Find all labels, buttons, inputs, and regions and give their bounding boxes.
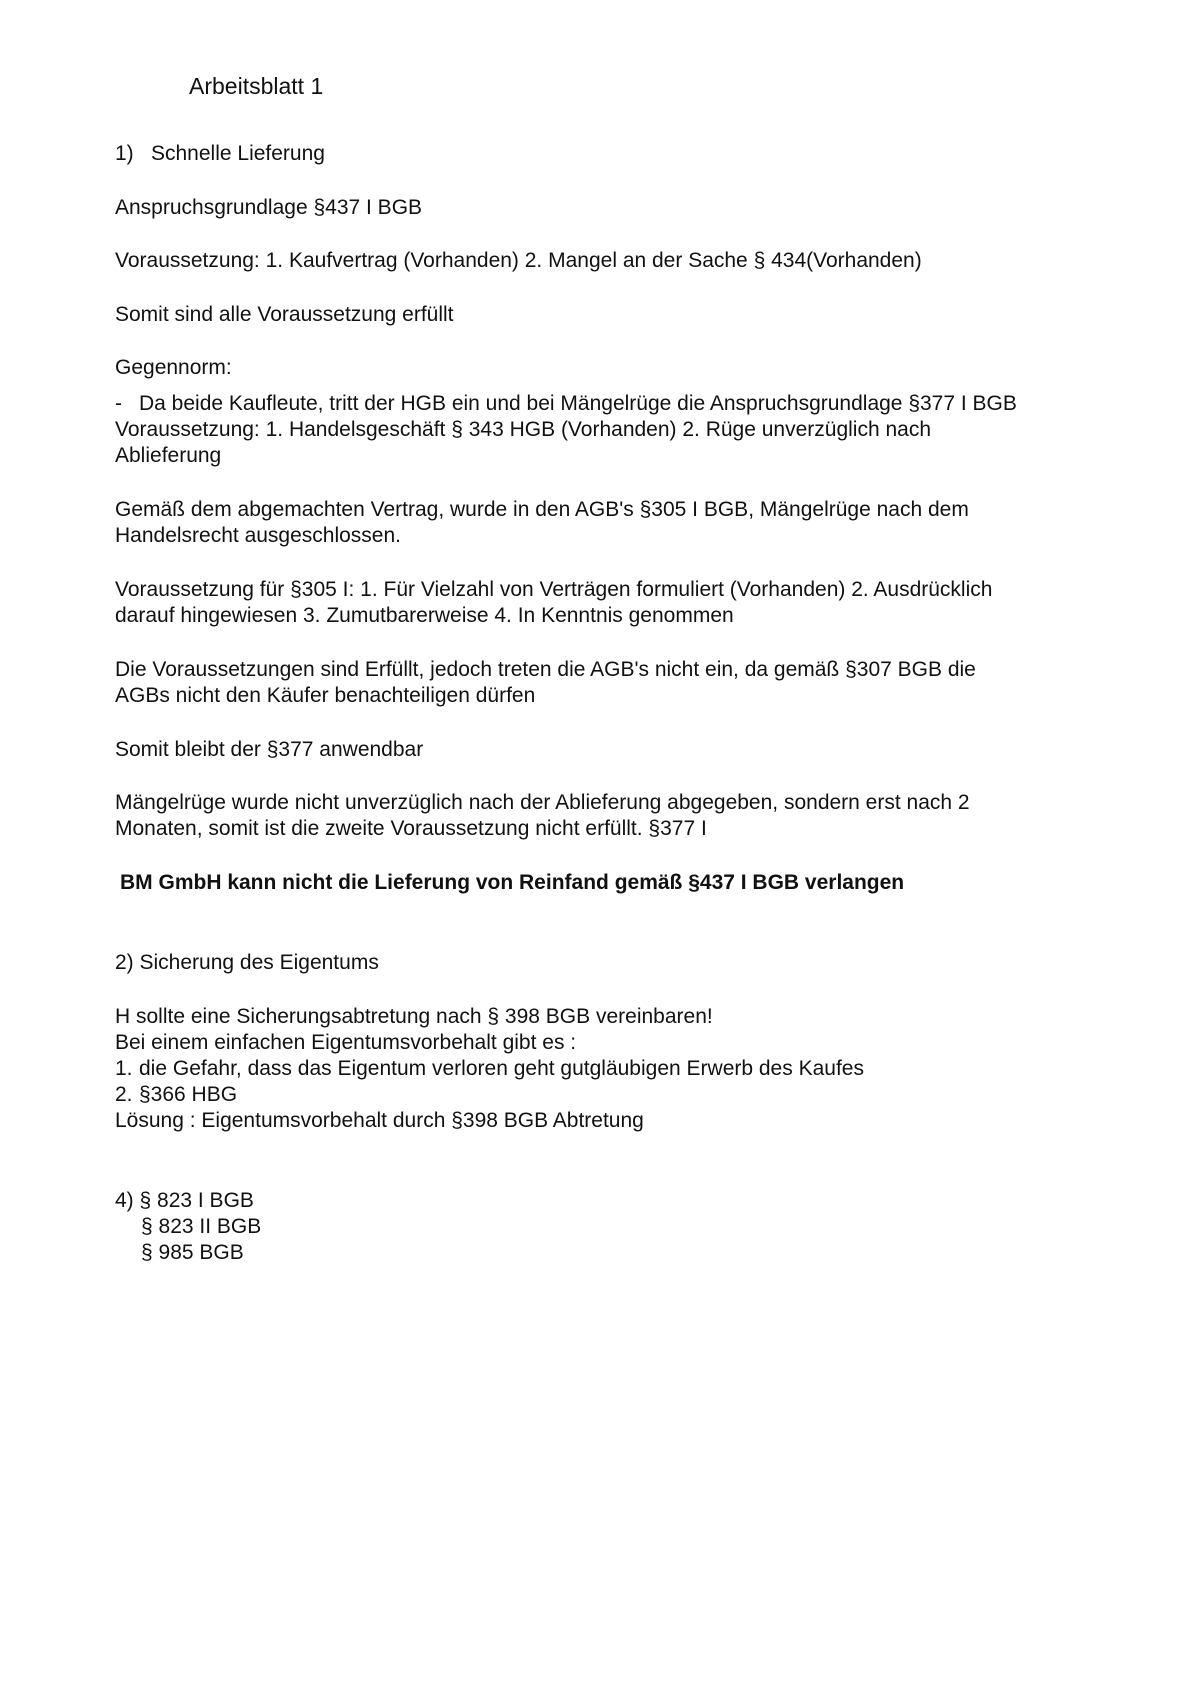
agb307-paragraph-line1: Die Voraussetzungen sind Erfüllt, jedoch treten die AGB's nicht ein, da gemäß §307 BGB die — [115, 658, 976, 681]
section1-number: 1) — [115, 142, 134, 165]
section4-line3: § 985 BGB — [141, 1241, 244, 1264]
bullet-text-line3: Ablieferung — [115, 444, 222, 467]
agb-paragraph-line2: Handelsrecht ausgeschlossen. — [115, 524, 402, 547]
section2-line1: H sollte eine Sicherungsabtretung nach § 398 BGB vereinbaren! — [115, 1005, 713, 1028]
gegennorm-label: Gegennorm: — [115, 356, 232, 379]
voraussetzung-line: Voraussetzung: 1. Kaufvertrag (Vorhanden) 2. Mangel an der Sache § 434(Vorhanden) — [115, 249, 922, 272]
agb307-paragraph-line2: AGBs nicht den Käufer benachteiligen dürfen — [115, 684, 536, 707]
section1-conclusion: BM GmbH kann nicht die Lieferung von Reinfand gemäß §437 I BGB verlangen — [120, 871, 905, 894]
list-item-1-number: 1. — [115, 1057, 133, 1080]
section2-loesung: Lösung : Eigentumsvorbehalt durch §398 BGB Abtretung — [115, 1109, 644, 1132]
section4-line1: 4) § 823 I BGB — [115, 1189, 254, 1212]
anwendbar-line: Somit bleibt der §377 anwendbar — [115, 738, 424, 761]
section1-heading-line — [115, 141, 325, 168]
section4-line2: § 823 II BGB — [141, 1215, 262, 1238]
list-item-1-text: die Gefahr, dass das Eigentum verloren geht gutgläubigen Erwerb des Kaufes — [139, 1057, 864, 1080]
bullet-text-line1: Da beide Kaufleute, tritt der HGB ein und bei Mängelrüge die Anspruchsgrundlage §377 I BGB — [139, 392, 1017, 415]
document-title: Arbeitsblatt 1 — [189, 73, 324, 99]
section2-line2: Bei einem einfachen Eigentumsvorbehalt gibt es : — [115, 1031, 577, 1054]
section2-heading: 2) Sicherung des Eigentums — [115, 951, 379, 974]
list-item-2-text: §366 HBG — [139, 1083, 238, 1106]
section2-list-item-1 — [115, 1056, 864, 1083]
section1-heading: Schnelle Lieferung — [151, 142, 325, 165]
maengelruege-line1: Mängelrüge wurde nicht unverzüglich nach der Ablieferung abgegeben, sondern erst nach 2 — [115, 791, 970, 814]
bullet-text-line2: Voraussetzung: 1. Handelsgeschäft § 343 HGB (Vorhanden) 2. Rüge unverzüglich nach — [115, 418, 932, 441]
v305-paragraph-line1: Voraussetzung für §305 I: 1. Für Vielzahl von Verträgen formuliert (Vorhanden) 2. Ausdrücklich — [115, 578, 993, 601]
v305-paragraph-line2: darauf hingewiesen 3. Zumutbarerweise 4. In Kenntnis genommen — [115, 604, 734, 627]
maengelruege-line2: Monaten, somit ist die zweite Voraussetzung nicht erfüllt. §377 I — [115, 817, 707, 840]
gegennorm-bullet — [115, 391, 1017, 418]
list-item-2-number: 2. — [115, 1083, 133, 1106]
section2-list-item-2 — [115, 1082, 237, 1109]
anspruchsgrundlage: Anspruchsgrundlage §437 I BGB — [115, 196, 423, 219]
agb-paragraph-line1: Gemäß dem abgemachten Vertrag, wurde in den AGB's §305 I BGB, Mängelrüge nach dem — [115, 498, 969, 521]
voraussetzung-erfuellt: Somit sind alle Voraussetzung erfüllt — [115, 303, 454, 326]
bullet-dash: - — [115, 392, 122, 415]
